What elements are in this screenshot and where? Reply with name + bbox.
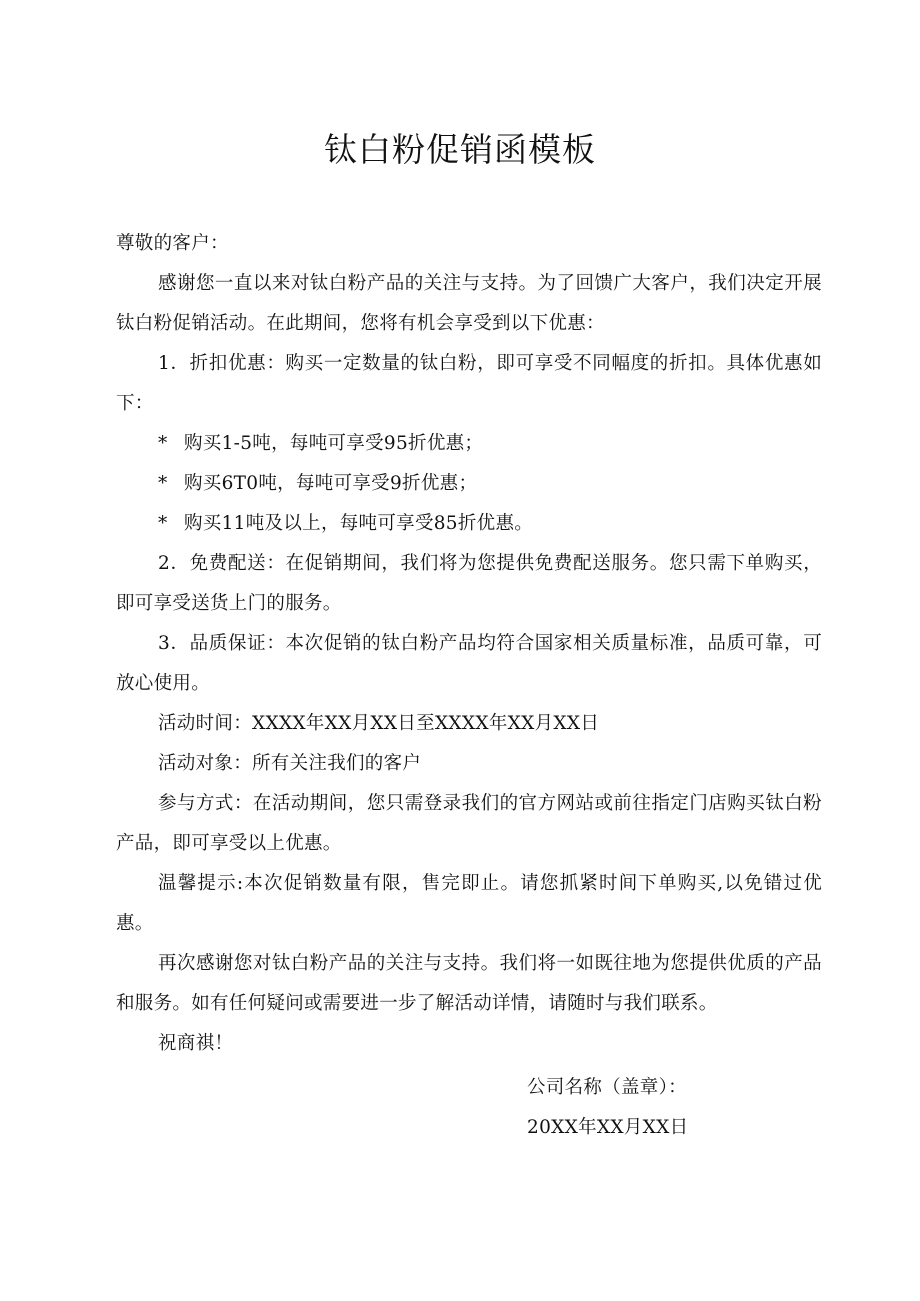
document-title: 钛白粉促销函模板: [324, 130, 596, 169]
signature-date: 20XX年XX月XX日: [527, 1117, 689, 1138]
bullet-item: [116, 464, 822, 504]
bullet-text: 购买11吨及以上，每吨可享受85折优惠。: [184, 513, 534, 534]
delivery-item: 2．免费配送：在促销期间，我们将为您提供免费配送服务。您只需下单购买，即可享受送货上门的服务。: [116, 553, 822, 614]
signature-block: [527, 1068, 688, 1148]
letter-body: [116, 224, 822, 1064]
salutation: 尊敬的客户：: [116, 233, 229, 254]
bullet-item: [116, 424, 822, 464]
quality-item: 3．品质保证：本次促销的钛白粉产品均符合国家相关质量标准，品质可靠，可放心使用。: [116, 633, 822, 694]
discount-item: 1．折扣优惠：购买一定数量的钛白粉，即可享受不同幅度的折扣。具体优惠如下：: [116, 353, 822, 414]
bullet-text: 购买1-5吨，每吨可享受95折优惠；: [184, 433, 484, 454]
closing-line: 祝商祺！: [158, 1033, 234, 1054]
activity-target: 活动对象：所有关注我们的客户: [158, 753, 422, 774]
activity-time: 活动时间：XXXX年XX月XX日至XXXX年XX月XX日: [158, 713, 600, 734]
bullet-marker: *: [158, 433, 168, 454]
company-name: 公司名称（盖章）：: [527, 1077, 687, 1098]
reminder-paragraph: 温馨提示:本次促销数量有限，售完即止。请您抓紧时间下单购买,以免错过优惠。: [116, 873, 822, 934]
bullet-marker: *: [158, 513, 168, 534]
bullet-marker: *: [158, 473, 168, 494]
bullet-item: [116, 504, 822, 544]
intro-paragraph: 感谢您一直以来对钛白粉产品的关注与支持。为了回馈广大客户，我们决定开展钛白粉促销活动。在此期间，您将有机会享受到以下优惠：: [116, 273, 822, 334]
thanks-paragraph: 再次感谢您对钛白粉产品的关注与支持。我们将一如既往地为您提供优质的产品和服务。如有任何疑问或需要进一步了解活动详情，请随时与我们联系。: [116, 953, 822, 1014]
participation-method: 参与方式：在活动期间，您只需登录我们的官方网站或前往指定门店购买钛白粉产品，即可享受以上优惠。: [116, 793, 822, 854]
bullet-text: 购买6T0吨，每吨可享受9折优惠；: [184, 473, 478, 494]
